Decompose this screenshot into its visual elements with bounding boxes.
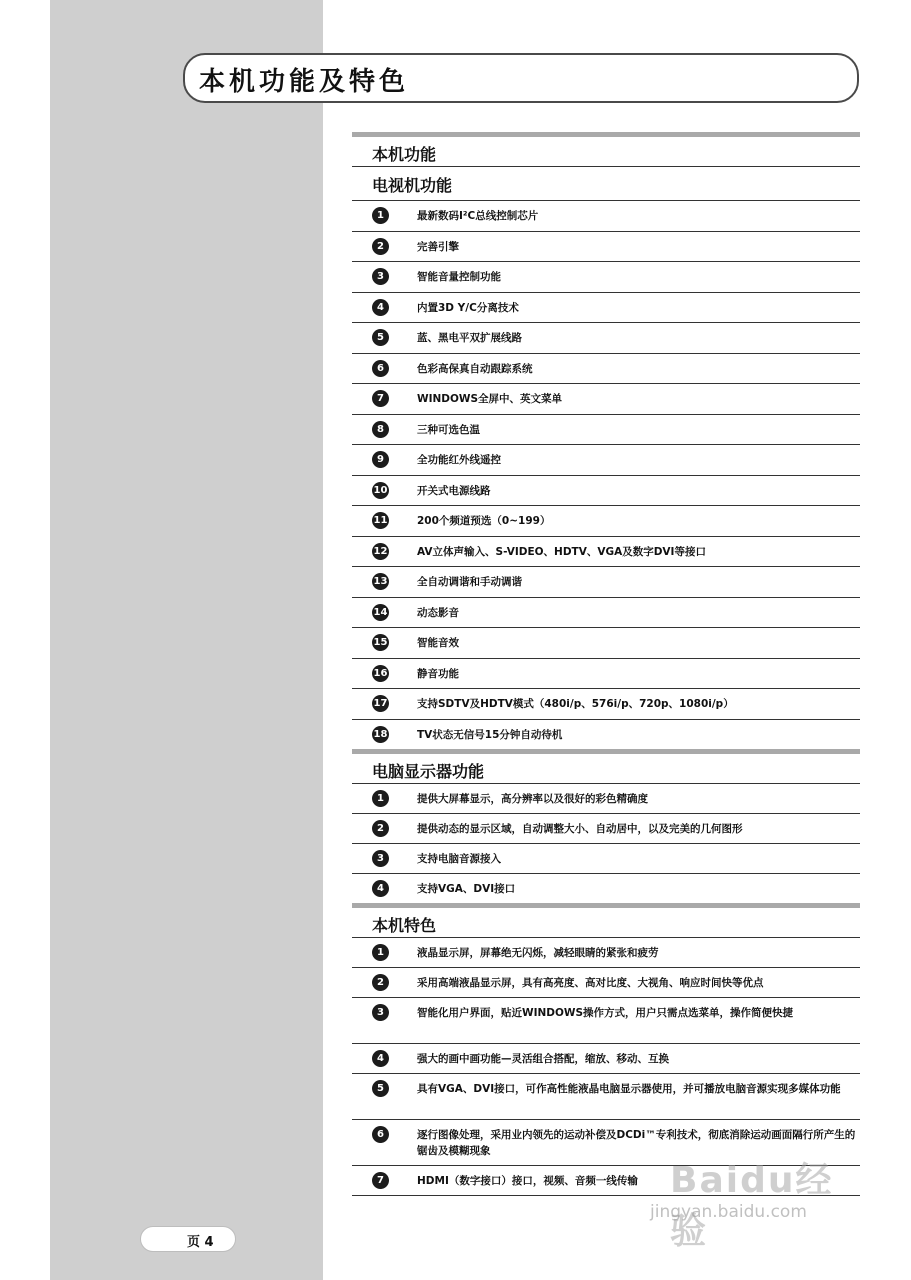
number-badge-icon: 7 [372,1172,389,1189]
number-badge-icon: 10 [372,482,389,499]
page-number: 页 4 [187,1235,214,1250]
list-item [352,813,860,843]
left-gray-band [50,0,323,1280]
list-item [352,505,860,536]
watermark-url: jingyan.baidu.com [650,1202,807,1222]
number-badge-icon: 3 [372,1004,389,1021]
number-badge-icon: 4 [372,880,389,897]
item-text: HDMI（数字接口）接口，视频、音频一线传输 [417,1175,638,1187]
item-text: 支持VGA、DVI接口 [417,883,516,895]
item-text: TV状态无信号15分钟自动待机 [417,728,563,741]
list-item [352,1073,860,1119]
watermark-logo: Baidu经验 [670,1160,834,1252]
item-text: 色彩高保真自动跟踪系统 [417,362,533,375]
item-text: 完善引擎 [417,240,459,253]
number-badge-icon: 11 [372,512,389,529]
list-item [352,566,860,597]
number-badge-icon: 4 [372,299,389,316]
section-heading-features: 本机特色 [352,903,860,937]
number-badge-icon: 4 [372,1050,389,1067]
list-item [352,231,860,262]
list-item [352,783,860,813]
number-badge-icon: 1 [372,790,389,807]
number-badge-icon: 6 [372,1126,389,1143]
number-badge-icon: 2 [372,238,389,255]
list-item [352,997,860,1043]
number-badge-icon: 7 [372,390,389,407]
page-number-tab [140,1226,236,1252]
item-text: 支持电脑音源接入 [417,853,501,865]
list-item [352,843,860,873]
list-item [352,688,860,719]
item-text: AV立体声输入、S-VIDEO、HDTV、VGA及数字DVI等接口 [417,545,706,558]
list-item [352,627,860,658]
list-item [352,414,860,445]
list-item [352,200,860,231]
list-item [352,1043,860,1073]
item-text: 静音功能 [417,667,459,680]
list-item [352,967,860,997]
list-item [352,873,860,903]
item-text: 采用高端液晶显示屏，具有高亮度、高对比度、大视角、响应时间快等优点 [417,977,764,989]
item-text: 内置3D Y/C分离技术 [417,301,519,314]
item-text: 提供动态的显示区域，自动调整大小、自动居中，以及完美的几何图形 [417,823,743,835]
number-badge-icon: 17 [372,695,389,712]
list-item [352,261,860,292]
list-item [352,444,860,475]
item-text: 液晶显示屏，屏幕绝无闪烁，减轻眼睛的紧张和疲劳 [417,947,659,959]
item-text: 智能音效 [417,637,459,649]
number-badge-icon: 3 [372,268,389,285]
subsection-heading-tv: 电视机功能 [352,166,860,200]
list-item [352,353,860,384]
item-text: 最新数码I²C总线控制芯片 [417,210,539,222]
item-text: 智能化用户界面，贴近WINDOWS操作方式，用户只需点选菜单，操作简便快捷 [417,1007,794,1019]
list-item [352,322,860,353]
item-text: 开关式电源线路 [417,484,491,497]
feature-list [352,132,860,1196]
item-text: 逐行图像处理，采用业内领先的运动补偿及DCDi™专利技术，彻底消除运动画面隔行所产生的锯齿及模糊现象 [417,1129,856,1157]
item-text: 智能音量控制功能 [417,271,501,283]
list-item [352,719,860,750]
item-text: 提供大屏幕显示，高分辨率以及很好的彩色精确度 [417,793,648,805]
number-badge-icon: 2 [372,820,389,837]
page-title: 本机功能及特色 [199,67,410,97]
list-item [352,597,860,628]
number-badge-icon: 14 [372,604,389,621]
section-heading-functions: 本机功能 [352,132,860,166]
list-item [352,536,860,567]
number-badge-icon: 18 [372,726,389,743]
item-text: 200个频道预选（0~199） [417,515,551,527]
item-text: 具有VGA、DVI接口，可作高性能液晶电脑显示器使用，并可播放电脑音源实现多媒体功能 [417,1083,841,1095]
list-item [352,937,860,967]
number-badge-icon: 13 [372,573,389,590]
number-badge-icon: 5 [372,329,389,346]
list-item [352,383,860,414]
item-text: 动态影音 [417,606,459,619]
number-badge-icon: 5 [372,1080,389,1097]
number-badge-icon: 9 [372,451,389,468]
list-item [352,658,860,689]
item-text: 强大的画中画功能—灵活组合搭配，缩放、移动、互换 [417,1053,669,1065]
page-title-frame [183,53,859,103]
item-text: 全功能红外线遥控 [417,454,501,466]
list-item [352,475,860,506]
subsection-heading-monitor: 电脑显示器功能 [352,749,860,783]
monitor-function-list [352,783,860,903]
number-badge-icon: 16 [372,665,389,682]
list-item [352,292,860,323]
number-badge-icon: 8 [372,421,389,438]
number-badge-icon: 2 [372,974,389,991]
item-text: 支持SDTV及HDTV模式（480i/p、576i/p、720p、1080i/p） [417,698,734,710]
item-text: 全自动调谐和手动调谐 [417,576,522,588]
number-badge-icon: 6 [372,360,389,377]
number-badge-icon: 3 [372,850,389,867]
item-text: 蓝、黑电平双扩展线路 [417,332,522,344]
number-badge-icon: 1 [372,207,389,224]
number-badge-icon: 15 [372,634,389,651]
item-text: WINDOWS全屏中、英文菜单 [417,393,563,405]
item-text: 三种可选色温 [417,423,480,436]
tv-function-list [352,200,860,749]
watermark [650,1152,870,1252]
number-badge-icon: 12 [372,543,389,560]
number-badge-icon: 1 [372,944,389,961]
